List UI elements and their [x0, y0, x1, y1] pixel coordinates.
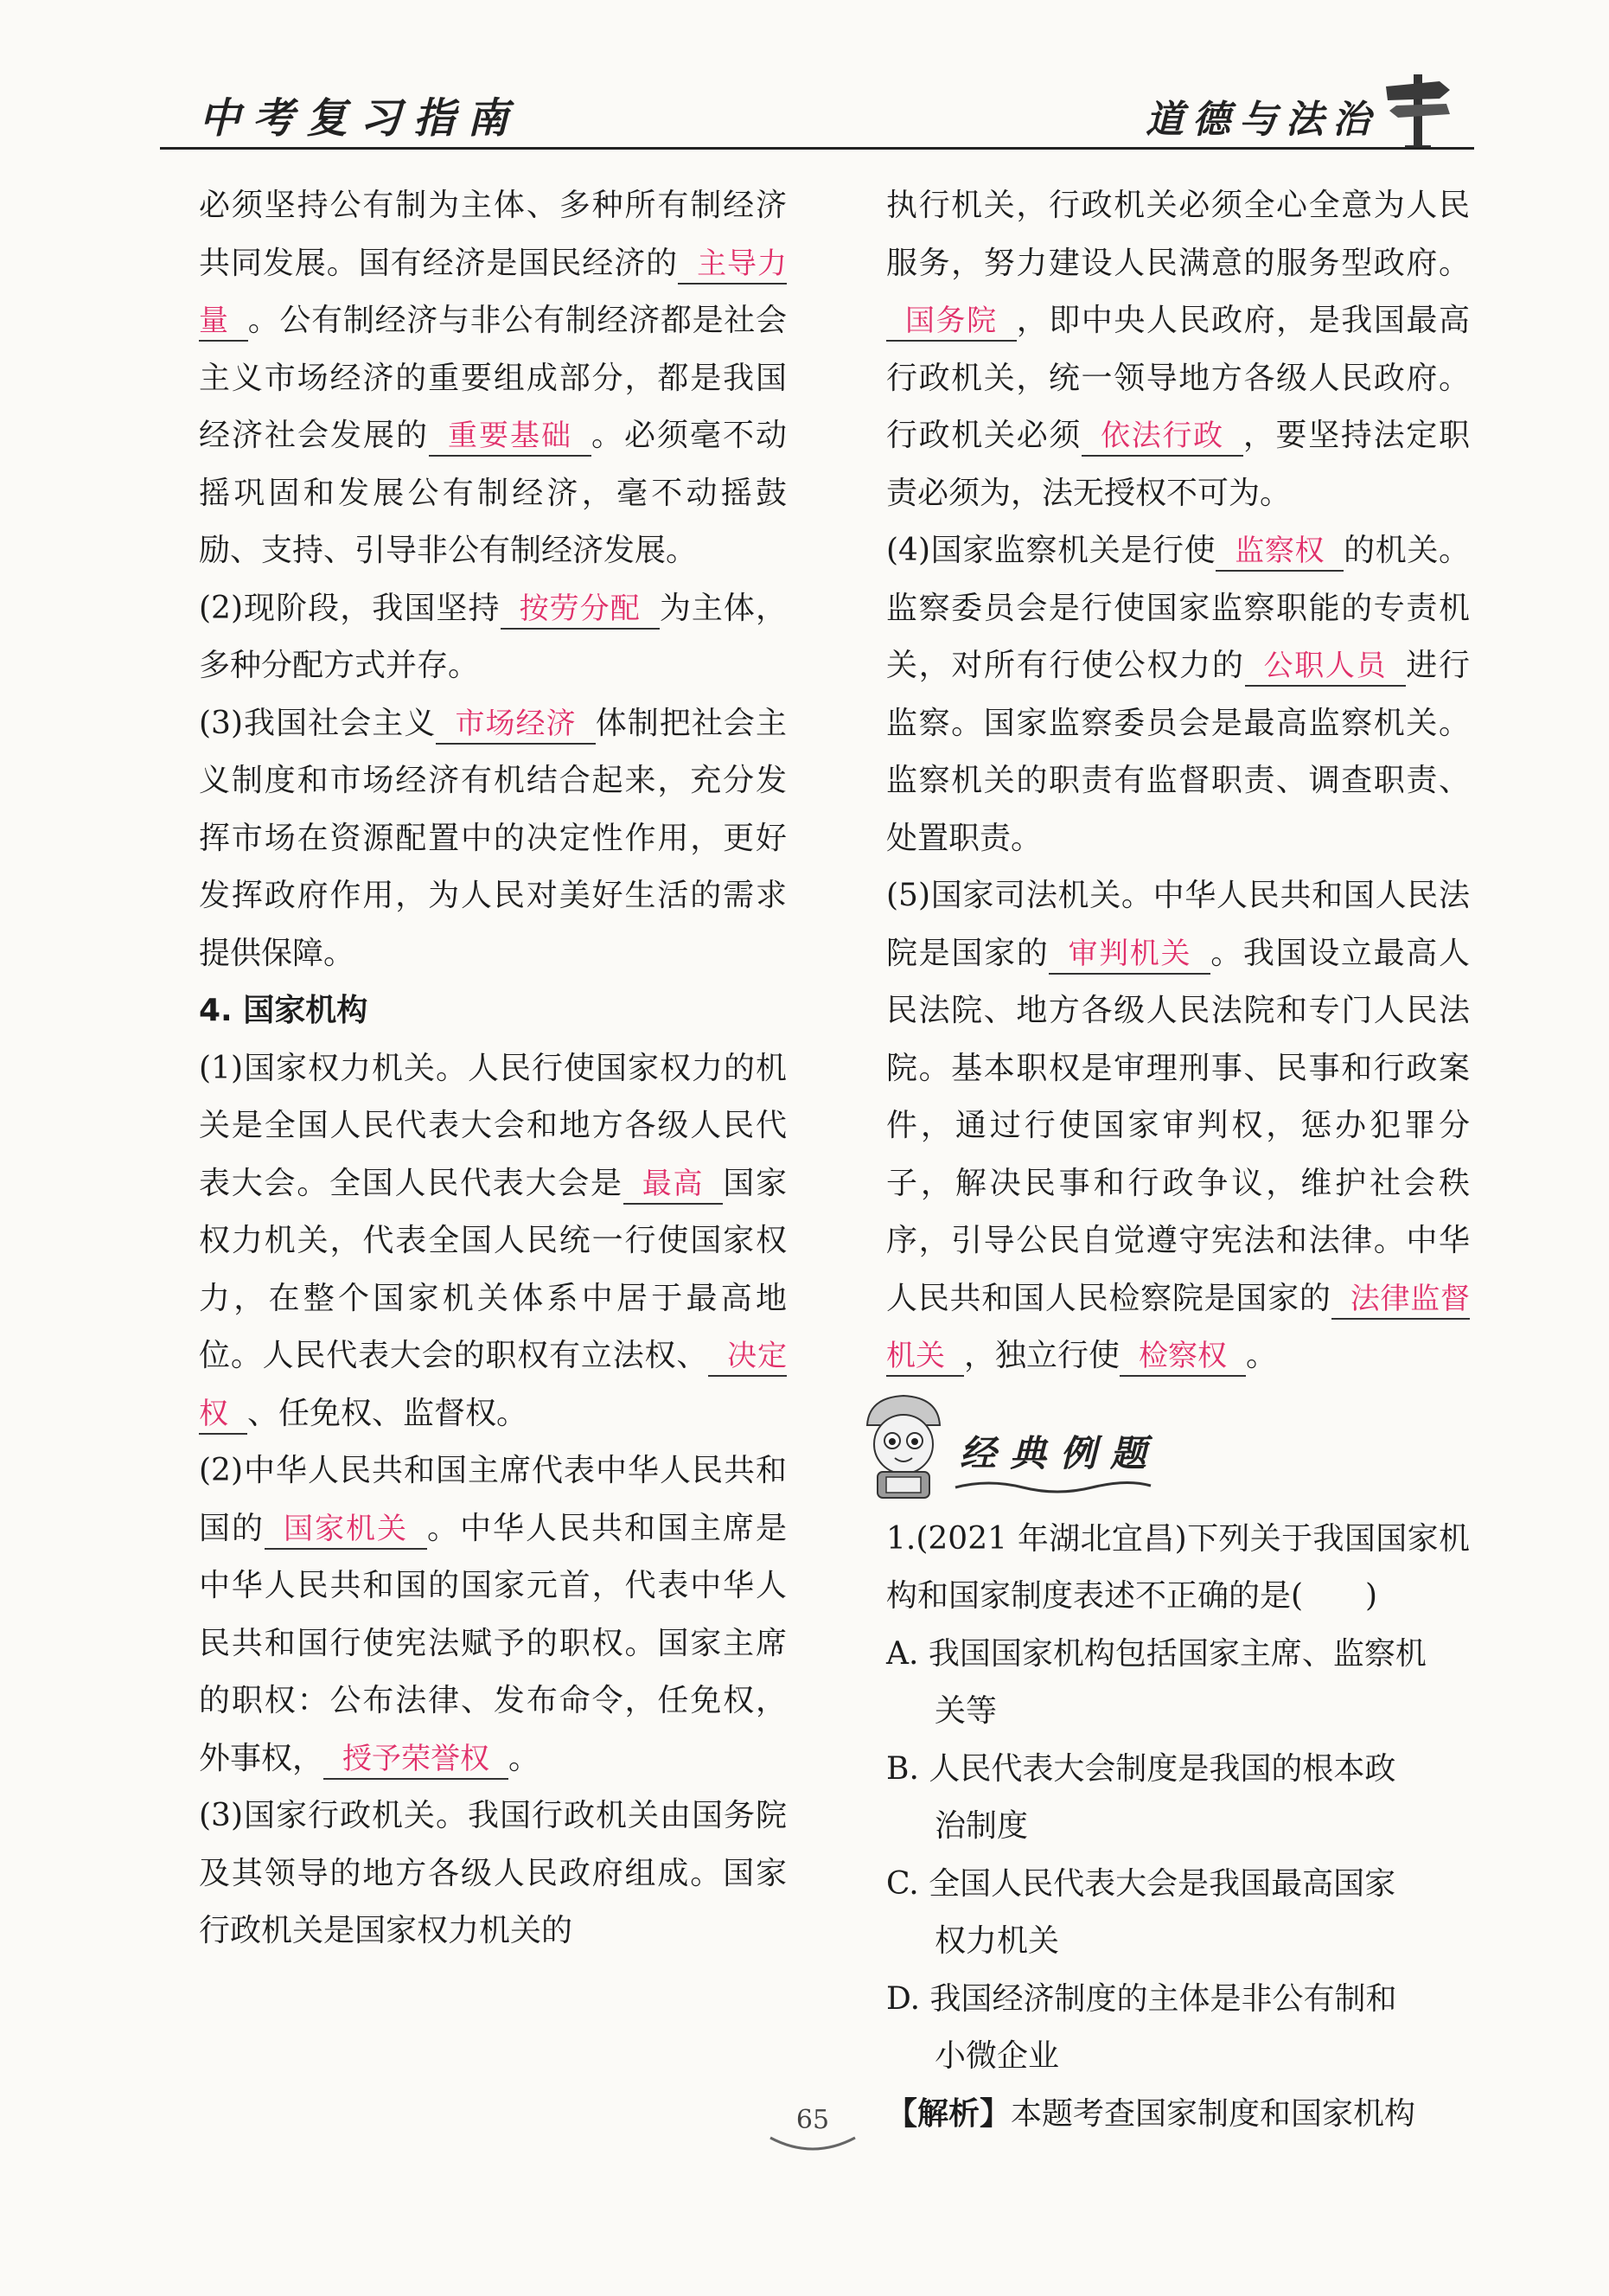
page-number-text: 65	[795, 2105, 830, 2135]
page-header	[160, 67, 1474, 150]
option-c-continued: 权力机关	[935, 1923, 1060, 1959]
option-b-continued: 治制度	[935, 1808, 1029, 1844]
page-number	[765, 2100, 860, 2155]
header-right-title: 道德与法治	[1146, 98, 1379, 142]
paragraph: (3)我国社会主义 市场经济 体制把社会主义制度和市场经济有机结合起来，充分发挥市场在资源配置中的决定性作用，更好发挥政府作用，为人民对美好生活的需求提供保障。	[199, 705, 787, 971]
analysis	[886, 2086, 1470, 2144]
header-left-title: 中考复习指南	[199, 94, 521, 143]
answer-blank: 授予荣誉权	[323, 1742, 508, 1780]
answer-blank: 检察权	[1120, 1339, 1246, 1377]
paragraph: (5)国家司法机关。中华人民共和国人民法院是国家的 审判机关 。我国设立最高人民法院、地方各级人民法院和专门人民法院。基本职权是审理刑事、民事和行政案件，通过行使国家审判权，惩办犯罪分子，解决民事和行政争议，维护社会秩序，引导公民自觉遵守宪法和法律。中华人民共和国人民检察院是国家的 法律监督机关 ，独立行使 检察权 。	[886, 867, 1470, 1385]
option-a: A. 我国国家机构包括国家主席、监察机	[886, 1635, 1427, 1672]
signpost-icon	[1379, 67, 1459, 150]
answer-blank: 审判机关	[1049, 937, 1210, 975]
paragraph: (4)国家监察机关是行使 监察权 的机关。监察委员会是行使国家监察职能的专责机关，对所有行使公权力的 公职人员 进行监察。国家监察委员会是最高监察机关。监察机关的职责有监督职责、调查职责、处置职责。	[886, 533, 1470, 856]
answer-blank: 法律监督机关	[886, 1282, 1470, 1378]
paragraph: 执行机关，行政机关必须全心全意为人民服务，努力建设人民满意的服务型政府。国务院 ，即中央人民政府，是我国最高行政机关，统一领导地方各级人民政府。行政机关必须 依法行政 ，要坚持法定职责必须为，法无授权不可为。	[886, 188, 1470, 511]
left-column	[199, 177, 787, 1960]
option-b: B. 人民代表大会制度是我国的根本政	[886, 1750, 1396, 1787]
banner-underline	[954, 1477, 1152, 1494]
analysis-text: 本题考查国家制度和国家机构	[1011, 2095, 1416, 2132]
banner-title: 经典例题	[960, 1431, 1161, 1474]
answer-blank: 国务院	[886, 304, 1017, 342]
answer-blank: 依法行政	[1082, 419, 1243, 457]
option-c: C. 全国人民代表大会是我国最高国家	[886, 1865, 1396, 1902]
answer-blank: 市场经济	[436, 707, 595, 745]
paragraph: (2)中华人民共和国主席代表中华人民共和国的 国家机关 。中华人民共和国主席是中华人民共和国的国家元首，代表中华人民共和国行使宪法赋予的职权。国家主席的职权：公布法律、发布命令，任免权，外事权， 授予荣誉权 。	[199, 1442, 787, 1788]
paragraph: (2)现阶段，我国坚持 按劳分配 为主体，多种分配方式并存。	[199, 590, 787, 683]
answer-blank: 按劳分配	[501, 592, 660, 630]
header-divider	[160, 147, 1474, 150]
option-d-continued: 小微企业	[935, 2038, 1060, 2074]
right-column	[886, 177, 1470, 2143]
answer-blank: 决定权	[199, 1339, 787, 1435]
answer-blank: 公职人员	[1245, 649, 1407, 687]
mascot-icon	[852, 1391, 955, 1503]
answer-blank: 最高	[623, 1167, 724, 1205]
analysis-label: 【解析】	[886, 2095, 1012, 2132]
option-a-continued: 关等	[935, 1693, 998, 1729]
paragraph: (1)国家权力机关。人民行使国家权力的机关是全国人民代表大会和地方各级人民代表大会。全国人民代表大会是 最高 国家权力机关，代表全国人民统一行使国家权力，在整个国家机关体系中居于最高地位。人民代表大会的职权有立法权、 决定权 、任免权、监督权。	[199, 1040, 787, 1443]
answer-blank: 重要基础	[429, 419, 591, 457]
option-d: D. 我国经济制度的主体是非公有制和	[886, 1980, 1397, 2017]
paragraph: 必须坚持公有制为主体、多种所有制经济共同发展。国有经济是国民经济的 主导力量 。公有制经济与非公有制经济都是社会主义市场经济的重要组成部分，都是我国经济社会发展的 重要基础 。必须毫不动摇巩固和发展公有制经济，毫不动摇鼓励、支持、引导非公有制经济发展。	[199, 188, 787, 568]
paragraph: (3)国家行政机关。我国行政机关由国务院及其领导的地方各级人民政府组成。国家行政机关是国家权力机关的	[199, 1798, 787, 1948]
answer-blank: 监察权	[1216, 534, 1344, 572]
section-banner	[852, 1391, 1470, 1507]
question-stem: 1.(2021 年湖北宜昌)下列关于我国国家机构和国家制度表述不正确的是( )	[886, 1520, 1470, 1614]
section-heading: 4. 国家机构	[199, 993, 368, 1028]
answer-blank: 主导力量	[199, 246, 787, 342]
answer-blank: 国家机关	[265, 1512, 427, 1550]
